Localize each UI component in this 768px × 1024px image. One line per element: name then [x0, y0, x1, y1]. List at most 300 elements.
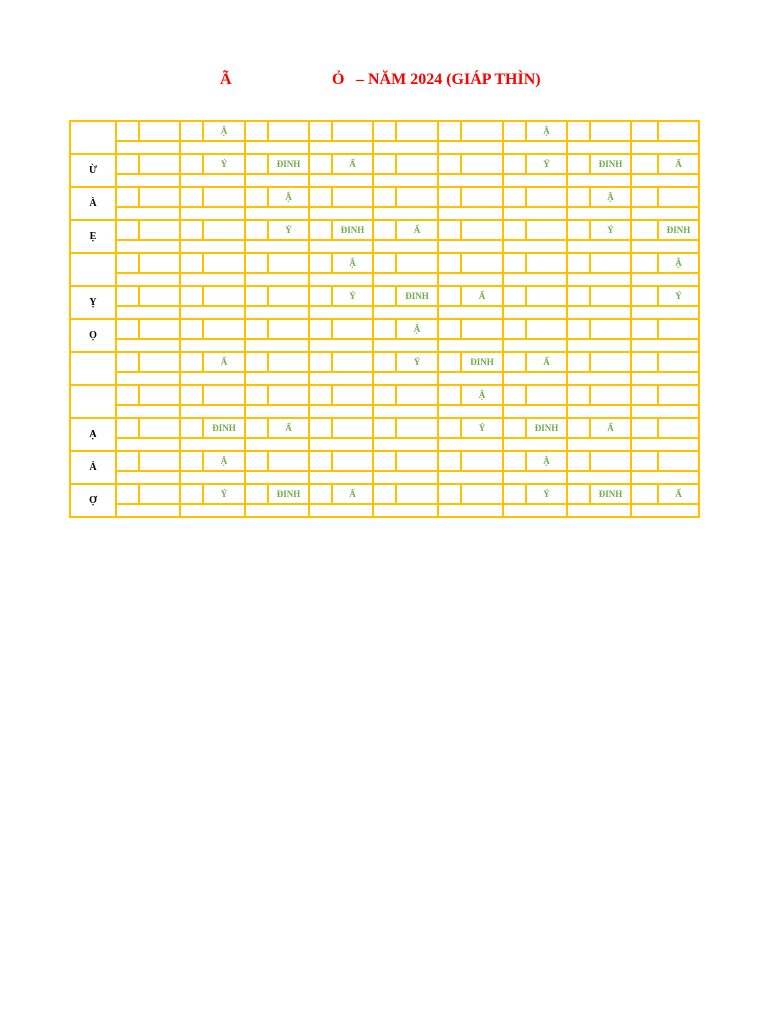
day-subcell [503, 438, 567, 451]
day-cell [438, 286, 461, 306]
day-cell: ĐINH [332, 220, 373, 240]
day-cell [139, 319, 180, 339]
day-cell [203, 385, 245, 405]
day-cell [631, 121, 658, 141]
day-subcell [116, 273, 180, 286]
day-cell: Ấ [203, 352, 245, 372]
day-cell [526, 319, 567, 339]
day-subcell [438, 240, 503, 253]
month-subrow [70, 306, 699, 319]
day-cell [309, 418, 332, 438]
day-cell: Ỷ [203, 484, 245, 504]
day-cell [309, 220, 332, 240]
day-cell [180, 253, 203, 273]
day-cell [567, 418, 590, 438]
day-subcell [503, 372, 567, 385]
day-cell [180, 418, 203, 438]
day-cell [503, 253, 526, 273]
day-cell: ĐINH [268, 154, 309, 174]
day-cell [438, 187, 461, 207]
day-subcell [567, 240, 631, 253]
day-cell [245, 319, 268, 339]
day-subcell [567, 141, 631, 154]
day-cell [245, 286, 268, 306]
day-subcell [631, 405, 699, 418]
calendar-body [70, 121, 699, 517]
day-cell [438, 418, 461, 438]
day-subcell [567, 273, 631, 286]
day-cell [658, 319, 699, 339]
day-cell [373, 220, 396, 240]
month-row [70, 451, 699, 471]
page-title-part: Ỏ [332, 71, 345, 88]
day-subcell [309, 174, 373, 187]
day-cell [245, 121, 268, 141]
day-subcell [245, 240, 309, 253]
month-label: Ạ [70, 418, 116, 451]
day-cell [631, 352, 658, 372]
day-subcell [180, 504, 245, 517]
day-cell [332, 451, 373, 471]
day-cell [203, 319, 245, 339]
day-cell: Ậ [590, 187, 631, 207]
day-cell [309, 253, 332, 273]
day-cell [438, 121, 461, 141]
day-cell [268, 253, 309, 273]
day-cell [396, 253, 438, 273]
day-cell [567, 385, 590, 405]
day-cell [245, 385, 268, 405]
day-subcell [567, 339, 631, 352]
day-cell [139, 253, 180, 273]
day-cell: Ấ [526, 352, 567, 372]
day-subcell [116, 207, 180, 220]
day-cell [503, 352, 526, 372]
day-cell [139, 154, 180, 174]
day-cell [245, 418, 268, 438]
page-title-part: Ã [220, 71, 232, 88]
day-cell: Ấ [332, 154, 373, 174]
day-cell [567, 484, 590, 504]
day-subcell [631, 273, 699, 286]
day-cell [332, 418, 373, 438]
day-cell [396, 154, 438, 174]
day-cell [590, 121, 631, 141]
month-row [70, 220, 699, 240]
month-row [70, 286, 699, 306]
day-cell [116, 319, 139, 339]
day-cell [503, 385, 526, 405]
day-cell [139, 484, 180, 504]
day-subcell [309, 240, 373, 253]
day-subcell [438, 504, 503, 517]
day-cell [461, 484, 503, 504]
day-cell [631, 286, 658, 306]
day-subcell [503, 273, 567, 286]
day-cell [116, 352, 139, 372]
day-cell [590, 286, 631, 306]
month-label [70, 352, 116, 385]
day-cell [526, 286, 567, 306]
day-subcell [631, 240, 699, 253]
day-cell [139, 352, 180, 372]
day-subcell [309, 306, 373, 319]
day-cell [268, 286, 309, 306]
day-cell [438, 385, 461, 405]
day-cell [396, 418, 438, 438]
day-cell [373, 385, 396, 405]
day-cell: Ậ [332, 253, 373, 273]
month-subrow [70, 504, 699, 517]
day-cell [373, 352, 396, 372]
day-subcell [503, 207, 567, 220]
day-subcell [503, 405, 567, 418]
day-cell [658, 187, 699, 207]
day-cell: ĐINH [203, 418, 245, 438]
day-cell [116, 484, 139, 504]
day-subcell [567, 174, 631, 187]
day-cell: Ấ [658, 484, 699, 504]
day-cell [245, 352, 268, 372]
day-cell [268, 451, 309, 471]
day-cell [116, 154, 139, 174]
day-cell [268, 352, 309, 372]
day-cell [332, 187, 373, 207]
day-cell [139, 220, 180, 240]
day-cell [567, 451, 590, 471]
day-cell [567, 352, 590, 372]
day-cell [373, 484, 396, 504]
day-cell [526, 385, 567, 405]
month-label: Ọ [70, 319, 116, 352]
day-cell [503, 154, 526, 174]
day-subcell [373, 372, 438, 385]
day-cell: Ậ [526, 451, 567, 471]
day-cell [139, 385, 180, 405]
day-cell [658, 451, 699, 471]
day-cell: Ỷ [658, 286, 699, 306]
day-cell [373, 121, 396, 141]
day-cell [461, 220, 503, 240]
day-cell [438, 352, 461, 372]
day-cell [373, 418, 396, 438]
day-cell [139, 187, 180, 207]
day-subcell [373, 174, 438, 187]
day-subcell [116, 306, 180, 319]
day-cell [116, 418, 139, 438]
day-cell [461, 121, 503, 141]
day-cell [116, 451, 139, 471]
day-subcell [503, 306, 567, 319]
day-cell [461, 154, 503, 174]
day-cell: Ỷ [526, 484, 567, 504]
day-cell [396, 484, 438, 504]
day-cell [631, 220, 658, 240]
month-row [70, 418, 699, 438]
day-cell [503, 286, 526, 306]
day-cell [438, 484, 461, 504]
day-cell [567, 319, 590, 339]
day-cell [567, 154, 590, 174]
month-subrow [70, 372, 699, 385]
day-cell [461, 187, 503, 207]
day-subcell [116, 141, 180, 154]
day-cell [438, 220, 461, 240]
day-cell [396, 121, 438, 141]
month-label: Ợ [70, 484, 116, 517]
day-subcell [245, 438, 309, 451]
day-cell [438, 154, 461, 174]
day-cell [631, 385, 658, 405]
day-subcell [567, 372, 631, 385]
day-cell [658, 385, 699, 405]
day-cell [567, 286, 590, 306]
day-cell [309, 319, 332, 339]
day-subcell [373, 405, 438, 418]
day-subcell [373, 438, 438, 451]
day-cell [461, 319, 503, 339]
month-subrow [70, 339, 699, 352]
day-cell [590, 352, 631, 372]
day-cell [139, 121, 180, 141]
day-cell [373, 187, 396, 207]
day-subcell [309, 141, 373, 154]
day-cell [180, 286, 203, 306]
day-subcell [180, 174, 245, 187]
day-cell: Ỷ [332, 286, 373, 306]
day-cell [116, 187, 139, 207]
day-subcell [116, 372, 180, 385]
day-subcell [309, 438, 373, 451]
day-cell [590, 319, 631, 339]
day-subcell [180, 339, 245, 352]
day-subcell [503, 504, 567, 517]
day-subcell [373, 207, 438, 220]
month-row [70, 121, 699, 141]
day-cell [268, 385, 309, 405]
day-subcell [438, 141, 503, 154]
day-cell: ĐINH [658, 220, 699, 240]
day-cell [503, 187, 526, 207]
day-cell [116, 220, 139, 240]
day-cell [590, 385, 631, 405]
day-subcell [631, 207, 699, 220]
day-cell [396, 385, 438, 405]
day-subcell [245, 471, 309, 484]
day-cell [373, 319, 396, 339]
day-cell [139, 451, 180, 471]
day-subcell [309, 504, 373, 517]
day-cell: Ỷ [461, 418, 503, 438]
day-cell: ĐINH [590, 154, 631, 174]
day-subcell [631, 372, 699, 385]
day-cell: Ậ [658, 253, 699, 273]
day-cell [631, 484, 658, 504]
day-cell: Ỷ [526, 154, 567, 174]
day-subcell [438, 471, 503, 484]
day-cell [373, 286, 396, 306]
day-cell [631, 418, 658, 438]
day-cell [503, 484, 526, 504]
day-subcell [245, 504, 309, 517]
month-subrow [70, 438, 699, 451]
day-subcell [245, 141, 309, 154]
day-cell: Ấ [332, 484, 373, 504]
day-cell [396, 187, 438, 207]
day-subcell [373, 273, 438, 286]
day-cell [116, 385, 139, 405]
month-row [70, 319, 699, 339]
day-cell [503, 121, 526, 141]
day-subcell [438, 438, 503, 451]
month-subrow [70, 471, 699, 484]
month-subrow [70, 174, 699, 187]
day-cell [438, 319, 461, 339]
day-cell [180, 352, 203, 372]
day-cell [309, 154, 332, 174]
day-cell: ĐINH [590, 484, 631, 504]
day-cell: Ậ [526, 121, 567, 141]
month-label: À [70, 187, 116, 220]
day-subcell [503, 471, 567, 484]
day-subcell [631, 174, 699, 187]
day-cell [268, 319, 309, 339]
day-cell [180, 319, 203, 339]
day-subcell [309, 207, 373, 220]
month-label [70, 121, 116, 154]
day-cell [245, 484, 268, 504]
month-row [70, 385, 699, 405]
day-cell [503, 220, 526, 240]
day-cell: ĐINH [396, 286, 438, 306]
day-cell [309, 451, 332, 471]
day-cell [503, 418, 526, 438]
day-cell: Ậ [203, 121, 245, 141]
day-cell [309, 385, 332, 405]
day-subcell [180, 306, 245, 319]
day-cell [332, 121, 373, 141]
day-subcell [503, 141, 567, 154]
day-cell [245, 253, 268, 273]
day-cell [309, 352, 332, 372]
day-subcell [373, 339, 438, 352]
day-cell [373, 253, 396, 273]
day-cell [245, 154, 268, 174]
day-subcell [631, 504, 699, 517]
day-cell [631, 154, 658, 174]
day-cell: Ỷ [203, 154, 245, 174]
day-cell [309, 286, 332, 306]
month-label [70, 385, 116, 418]
month-subrow [70, 405, 699, 418]
day-cell [332, 385, 373, 405]
day-cell [116, 121, 139, 141]
day-cell [631, 253, 658, 273]
day-cell [203, 286, 245, 306]
day-subcell [180, 207, 245, 220]
day-cell [631, 319, 658, 339]
day-cell [658, 121, 699, 141]
day-cell [309, 121, 332, 141]
day-cell [180, 385, 203, 405]
day-subcell [438, 273, 503, 286]
day-subcell [116, 471, 180, 484]
day-subcell [245, 372, 309, 385]
day-cell [309, 484, 332, 504]
month-row [70, 187, 699, 207]
day-cell: ĐINH [526, 418, 567, 438]
day-subcell [116, 438, 180, 451]
day-subcell [503, 339, 567, 352]
day-subcell [309, 471, 373, 484]
month-subrow [70, 240, 699, 253]
day-cell [180, 220, 203, 240]
day-cell [245, 187, 268, 207]
day-subcell [567, 306, 631, 319]
day-subcell [245, 339, 309, 352]
month-subrow [70, 207, 699, 220]
day-subcell [373, 141, 438, 154]
day-subcell [631, 339, 699, 352]
day-cell [332, 319, 373, 339]
day-cell: Ấ [396, 220, 438, 240]
day-cell [438, 451, 461, 471]
month-label: Ẹ [70, 220, 116, 253]
month-row [70, 484, 699, 504]
day-subcell [631, 141, 699, 154]
month-label [70, 253, 116, 286]
day-cell [203, 220, 245, 240]
day-subcell [309, 372, 373, 385]
day-subcell [373, 471, 438, 484]
day-cell [658, 418, 699, 438]
day-cell [438, 253, 461, 273]
day-subcell [180, 141, 245, 154]
day-cell [631, 451, 658, 471]
day-cell: Ậ [268, 187, 309, 207]
month-row [70, 253, 699, 273]
day-cell [526, 220, 567, 240]
month-label: Ừ [70, 154, 116, 187]
day-subcell [438, 405, 503, 418]
day-cell [590, 451, 631, 471]
day-subcell [567, 471, 631, 484]
month-row [70, 352, 699, 372]
day-subcell [373, 240, 438, 253]
day-subcell [116, 174, 180, 187]
day-cell: Ỷ [396, 352, 438, 372]
day-subcell [503, 240, 567, 253]
day-cell [567, 220, 590, 240]
day-subcell [567, 405, 631, 418]
day-subcell [309, 405, 373, 418]
day-subcell [245, 207, 309, 220]
day-subcell [116, 339, 180, 352]
day-cell [180, 484, 203, 504]
day-cell [180, 187, 203, 207]
day-cell: Ấ [590, 418, 631, 438]
day-subcell [438, 372, 503, 385]
day-cell: Ấ [658, 154, 699, 174]
day-subcell [245, 273, 309, 286]
day-subcell [567, 207, 631, 220]
month-label: Ả [70, 451, 116, 484]
day-subcell [116, 504, 180, 517]
day-subcell [116, 405, 180, 418]
day-cell: Ậ [461, 385, 503, 405]
day-cell [180, 121, 203, 141]
day-cell [526, 187, 567, 207]
